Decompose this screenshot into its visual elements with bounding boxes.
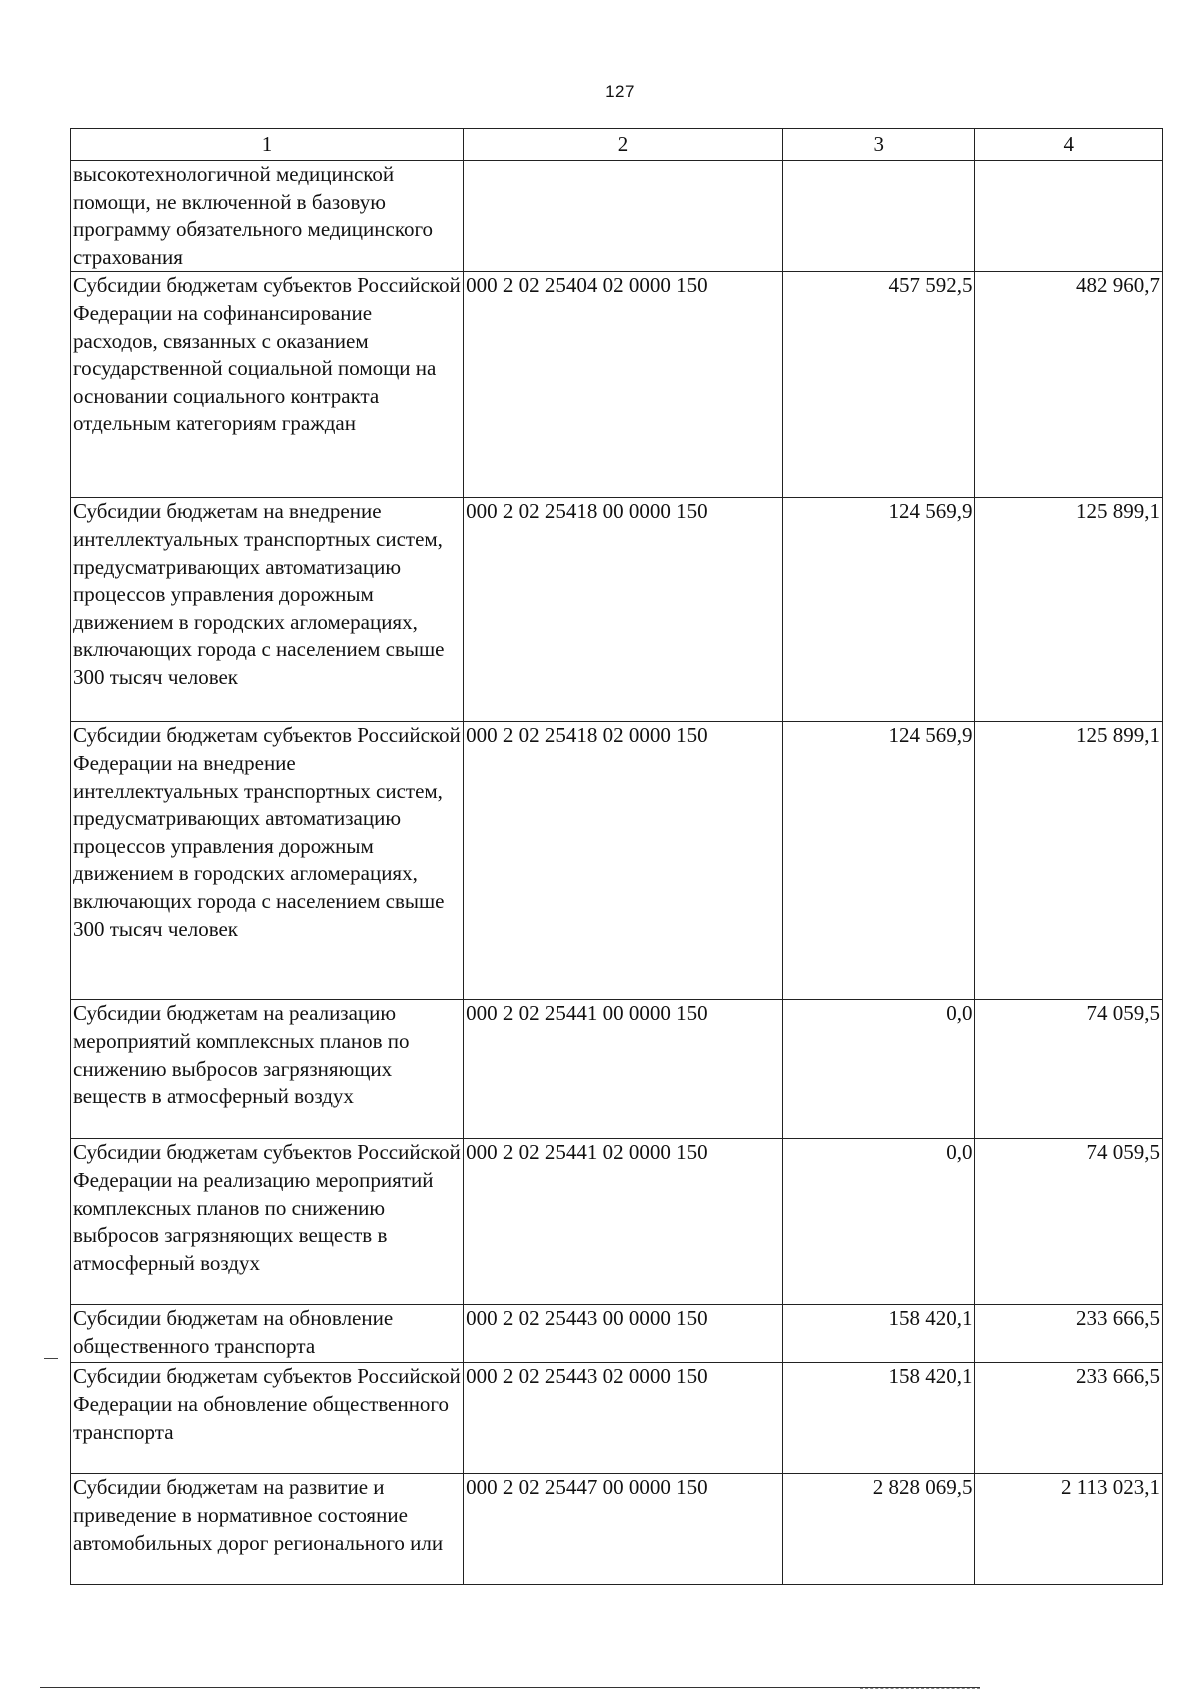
table-row bbox=[71, 1305, 1163, 1363]
scan-mark bbox=[44, 1358, 58, 1359]
row-value-3: 2 828 069,5 bbox=[782, 1474, 975, 1585]
row-value-3: 124 569,9 bbox=[782, 498, 975, 722]
row-value-4: 233 666,5 bbox=[975, 1363, 1163, 1474]
row-code: 000 2 02 25418 00 0000 150 bbox=[464, 498, 783, 722]
footer-rule bbox=[40, 1687, 980, 1688]
row-name: высокотехнологичной медицинской помощи, не включенной в базовую программу обязательного медицинского страхования bbox=[71, 161, 464, 272]
table-row bbox=[71, 1000, 1163, 1139]
row-value-3: 0,0 bbox=[782, 1139, 975, 1305]
row-value-4: 2 113 023,1 bbox=[975, 1474, 1163, 1585]
row-name: Субсидии бюджетам субъектов Российской Федерации на обновление общественного транспорта bbox=[71, 1363, 464, 1474]
row-name: Субсидии бюджетам на внедрение интеллектуальных транспортных систем, предусматривающих автоматизацию процессов управления дорожным движением в городских агломерациях, включающих города с населением свыше 300 тысяч человек bbox=[71, 498, 464, 722]
table-row bbox=[71, 1363, 1163, 1474]
row-code: 000 2 02 25447 00 0000 150 bbox=[464, 1474, 783, 1585]
row-value-4 bbox=[975, 161, 1163, 272]
table-row bbox=[71, 498, 1163, 722]
row-name: Субсидии бюджетам на обновление общественного транспорта bbox=[71, 1305, 464, 1363]
table-row bbox=[71, 1474, 1163, 1585]
row-value-3: 124 569,9 bbox=[782, 722, 975, 1000]
row-value-3: 158 420,1 bbox=[782, 1363, 975, 1474]
budget-table bbox=[70, 128, 1163, 1585]
row-name: Субсидии бюджетам субъектов Российской Федерации на реализацию мероприятий комплексных планов по снижению выбросов загрязняющих веществ в атмосферный воздух bbox=[71, 1139, 464, 1305]
row-code: 000 2 02 25404 02 0000 150 bbox=[464, 272, 783, 498]
table-row bbox=[71, 161, 1163, 272]
row-value-3: 158 420,1 bbox=[782, 1305, 975, 1363]
row-code: 000 2 02 25441 02 0000 150 bbox=[464, 1139, 783, 1305]
row-value-4: 482 960,7 bbox=[975, 272, 1163, 498]
table-row bbox=[71, 722, 1163, 1000]
column-header-4: 4 bbox=[975, 129, 1163, 161]
column-header-1: 1 bbox=[71, 129, 464, 161]
row-code bbox=[464, 161, 783, 272]
row-code: 000 2 02 25418 02 0000 150 bbox=[464, 722, 783, 1000]
row-name: Субсидии бюджетам субъектов Российской Федерации на внедрение интеллектуальных транспортных систем, предусматривающих автоматизацию процессов управления дорожным движением в городских агломерациях, включающих города с населением свыше 300 тысяч человек bbox=[71, 722, 464, 1000]
table-header-row bbox=[71, 129, 1163, 161]
row-value-3: 457 592,5 bbox=[782, 272, 975, 498]
row-value-4: 125 899,1 bbox=[975, 722, 1163, 1000]
row-value-3: 0,0 bbox=[782, 1000, 975, 1139]
row-value-3 bbox=[782, 161, 975, 272]
footer-rule-faint bbox=[860, 1688, 980, 1689]
row-value-4: 125 899,1 bbox=[975, 498, 1163, 722]
row-code: 000 2 02 25441 00 0000 150 bbox=[464, 1000, 783, 1139]
column-header-2: 2 bbox=[464, 129, 783, 161]
row-value-4: 233 666,5 bbox=[975, 1305, 1163, 1363]
table-row bbox=[71, 272, 1163, 498]
row-name: Субсидии бюджетам на развитие и приведение в нормативное состояние автомобильных дорог регионального или bbox=[71, 1474, 464, 1585]
page-number: 127 bbox=[605, 82, 635, 101]
row-code: 000 2 02 25443 02 0000 150 bbox=[464, 1363, 783, 1474]
column-header-3: 3 bbox=[782, 129, 975, 161]
row-value-4: 74 059,5 bbox=[975, 1139, 1163, 1305]
table-row bbox=[71, 1139, 1163, 1305]
row-code: 000 2 02 25443 00 0000 150 bbox=[464, 1305, 783, 1363]
row-name: Субсидии бюджетам субъектов Российской Федерации на софинансирование расходов, связанных с оказанием государственной социальной помощи на основании социального контракта отдельным категориям граждан bbox=[71, 272, 464, 498]
row-name: Субсидии бюджетам на реализацию мероприятий комплексных планов по снижению выбросов загрязняющих веществ в атмосферный воздух bbox=[71, 1000, 464, 1139]
row-value-4: 74 059,5 bbox=[975, 1000, 1163, 1139]
